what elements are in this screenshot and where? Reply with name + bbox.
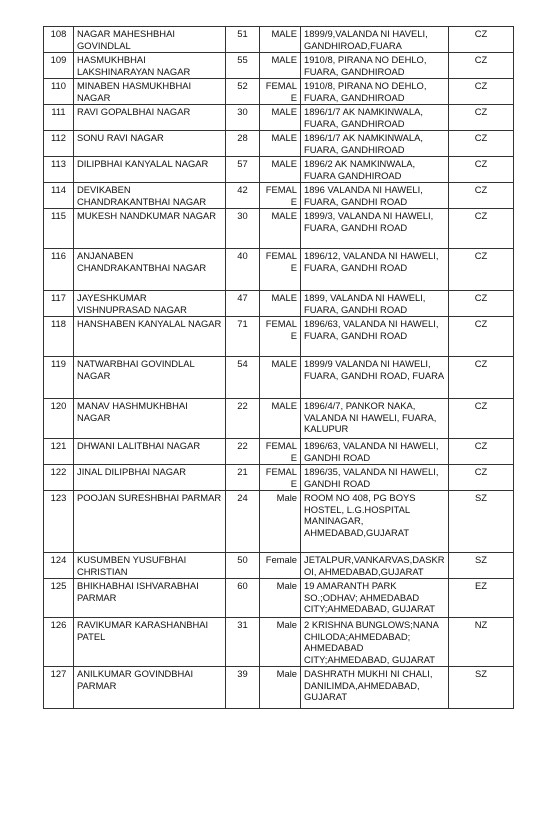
patient-age: 54 (226, 357, 260, 399)
patient-gender: FEMALE (260, 249, 301, 291)
patient-name: KUSUMBEN YUSUFBHAI CHRISTIAN (74, 553, 226, 579)
patient-zone: NZ (449, 618, 514, 667)
patient-name: NATWARBHAI GOVINDLAL NAGAR (74, 357, 226, 399)
patient-name: DEVIKABEN CHANDRAKANTBHAI NAGAR (74, 183, 226, 209)
table-row (44, 618, 514, 667)
patient-zone: CZ (449, 53, 514, 79)
row-number: 120 (44, 399, 74, 439)
table-row (44, 491, 514, 553)
patient-address: 1899, VALANDA NI HAWELI, FUARA, GANDHI ROAD (301, 291, 449, 317)
patient-gender: MALE (260, 53, 301, 79)
patient-gender: Male (260, 579, 301, 618)
table-row (44, 79, 514, 105)
row-number: 123 (44, 491, 74, 553)
table-row (44, 105, 514, 131)
patient-list-table (43, 26, 514, 709)
patient-name: HANSHABEN KANYALAL NAGAR (74, 317, 226, 357)
table-row (44, 357, 514, 399)
patient-name: DHWANI LALITBHAI NAGAR (74, 439, 226, 465)
table-row (44, 465, 514, 491)
patient-name: NAGAR MAHESHBHAI GOVINDLAL (74, 27, 226, 53)
patient-gender: Male (260, 667, 301, 709)
table-row (44, 157, 514, 183)
patient-address: 1910/8, PIRANA NO DEHLO, FUARA, GANDHIROAD (301, 53, 449, 79)
patient-address: 1896/63, VALANDA NI HAWELI, FUARA, GANDHI ROAD (301, 317, 449, 357)
patient-name: BHIKHABHAI ISHVARABHAI PARMAR (74, 579, 226, 618)
patient-name: JINAL DILIPBHAI NAGAR (74, 465, 226, 491)
patient-gender: FEMALE (260, 439, 301, 465)
patient-age: 40 (226, 249, 260, 291)
patient-name: MANAV HASHMUKHBHAI NAGAR (74, 399, 226, 439)
patient-zone: CZ (449, 465, 514, 491)
row-number: 111 (44, 105, 74, 131)
patient-age: 51 (226, 27, 260, 53)
patient-address: DASHRATH MUKHI NI CHALI, DANILIMDA,AHMEDABAD, GUJARAT (301, 667, 449, 709)
patient-gender: MALE (260, 209, 301, 249)
patient-zone: CZ (449, 183, 514, 209)
row-number: 108 (44, 27, 74, 53)
patient-name: MUKESH NANDKUMAR NAGAR (74, 209, 226, 249)
patient-zone: CZ (449, 399, 514, 439)
patient-name: ANJANABEN CHANDRAKANTBHAI NAGAR (74, 249, 226, 291)
patient-age: 24 (226, 491, 260, 553)
patient-name: ANILKUMAR GOVINDBHAI PARMAR (74, 667, 226, 709)
patient-age: 22 (226, 399, 260, 439)
patient-age: 28 (226, 131, 260, 157)
table-row (44, 553, 514, 579)
patient-age: 55 (226, 53, 260, 79)
patient-age: 30 (226, 209, 260, 249)
patient-zone: SZ (449, 667, 514, 709)
patient-gender: MALE (260, 27, 301, 53)
patient-address: 1896/63, VALANDA NI HAWELI, GANDHI ROAD (301, 439, 449, 465)
patient-gender: MALE (260, 357, 301, 399)
row-number: 117 (44, 291, 74, 317)
patient-address: 19 AMARANTH PARK SO.;ODHAV; AHMEDABAD CITY;AHMEDABAD, GUJARAT (301, 579, 449, 618)
patient-gender: FEMALE (260, 465, 301, 491)
patient-zone: CZ (449, 27, 514, 53)
patient-gender: MALE (260, 399, 301, 439)
patient-gender: MALE (260, 157, 301, 183)
table-body (44, 27, 514, 709)
row-number: 119 (44, 357, 74, 399)
patient-zone: CZ (449, 131, 514, 157)
row-number: 126 (44, 618, 74, 667)
patient-age: 22 (226, 439, 260, 465)
row-number: 124 (44, 553, 74, 579)
table-row (44, 53, 514, 79)
patient-zone: CZ (449, 157, 514, 183)
patient-name: POOJAN SURESHBHAI PARMAR (74, 491, 226, 553)
patient-zone: SZ (449, 553, 514, 579)
row-number: 114 (44, 183, 74, 209)
patient-age: 60 (226, 579, 260, 618)
row-number: 121 (44, 439, 74, 465)
row-number: 115 (44, 209, 74, 249)
patient-gender: MALE (260, 105, 301, 131)
patient-name: MINABEN HASMUKHBHAI NAGAR (74, 79, 226, 105)
patient-name: DILIPBHAI KANYALAL NAGAR (74, 157, 226, 183)
table-row (44, 399, 514, 439)
patient-name: RAVIKUMAR KARASHANBHAI PATEL (74, 618, 226, 667)
patient-address: 1910/8, PIRANA NO DEHLO, FUARA, GANDHIROAD (301, 79, 449, 105)
patient-gender: FEMALE (260, 183, 301, 209)
patient-zone: CZ (449, 357, 514, 399)
patient-gender: Male (260, 618, 301, 667)
patient-address: 1896/2 AK NAMKINWALA, FUARA GANDHIROAD (301, 157, 449, 183)
patient-zone: SZ (449, 491, 514, 553)
patient-zone: EZ (449, 579, 514, 618)
table-row (44, 27, 514, 53)
patient-address: 1896 VALANDA NI HAWELI, FUARA, GANDHI ROAD (301, 183, 449, 209)
table-row (44, 667, 514, 709)
patient-zone: CZ (449, 291, 514, 317)
row-number: 118 (44, 317, 74, 357)
patient-age: 50 (226, 553, 260, 579)
row-number: 110 (44, 79, 74, 105)
row-number: 122 (44, 465, 74, 491)
table-row (44, 317, 514, 357)
patient-address: JETALPUR,VANKARVAS,DASKROI, AHMEDABAD,GUJARAT (301, 553, 449, 579)
table-row (44, 209, 514, 249)
patient-address: 1896/35, VALANDA NI HAWELI, GANDHI ROAD (301, 465, 449, 491)
patient-address: 1896/1/7 AK NAMKINWALA, FUARA, GANDHIROAD (301, 105, 449, 131)
patient-address: 1896/4/7, PANKOR NAKA, VALANDA NI HAWELI, FUARA, KALUPUR (301, 399, 449, 439)
row-number: 109 (44, 53, 74, 79)
table-row (44, 579, 514, 618)
patient-zone: CZ (449, 317, 514, 357)
patient-zone: CZ (449, 209, 514, 249)
patient-gender: FEMALE (260, 79, 301, 105)
patient-zone: CZ (449, 249, 514, 291)
table-row (44, 291, 514, 317)
row-number: 125 (44, 579, 74, 618)
patient-age: 30 (226, 105, 260, 131)
patient-address: ROOM NO 408, PG BOYS HOSTEL, L.G.HOSPITAL MANINAGAR, AHMEDABAD,GUJARAT (301, 491, 449, 553)
patient-gender: Male (260, 491, 301, 553)
patient-name: RAVI GOPALBHAI NAGAR (74, 105, 226, 131)
patient-zone: CZ (449, 439, 514, 465)
row-number: 113 (44, 157, 74, 183)
patient-age: 42 (226, 183, 260, 209)
patient-gender: FEMALE (260, 317, 301, 357)
row-number: 116 (44, 249, 74, 291)
patient-age: 71 (226, 317, 260, 357)
table-row (44, 183, 514, 209)
patient-gender: MALE (260, 291, 301, 317)
patient-address: 1899/9 VALANDA NI HAWELI, FUARA, GANDHI ROAD, FUARA (301, 357, 449, 399)
patient-zone: CZ (449, 105, 514, 131)
patient-age: 47 (226, 291, 260, 317)
patient-age: 21 (226, 465, 260, 491)
row-number: 127 (44, 667, 74, 709)
patient-address: 1899/3, VALANDA NI HAWELI, FUARA, GANDHI ROAD (301, 209, 449, 249)
patient-name: JAYESHKUMAR VISHNUPRASAD NAGAR (74, 291, 226, 317)
patient-gender: Female (260, 553, 301, 579)
patient-age: 57 (226, 157, 260, 183)
row-number: 112 (44, 131, 74, 157)
patient-address: 2 KRISHNA BUNGLOWS;NANA CHILODA;AHMEDABAD; AHMEDABAD CITY;AHMEDABAD, GUJARAT (301, 618, 449, 667)
patient-address: 1896/12, VALANDA NI HAWELI, FUARA, GANDHI ROAD (301, 249, 449, 291)
table-row (44, 131, 514, 157)
patient-name: SONU RAVI NAGAR (74, 131, 226, 157)
patient-name: HASMUKHBHAI LAKSHINARAYAN NAGAR (74, 53, 226, 79)
table-row (44, 249, 514, 291)
patient-address: 1899/9,VALANDA NI HAVELI, GANDHIROAD,FUARA (301, 27, 449, 53)
table-row (44, 439, 514, 465)
patient-address: 1896/1/7 AK NAMKINWALA, FUARA, GANDHIROAD (301, 131, 449, 157)
patient-age: 31 (226, 618, 260, 667)
patient-zone: CZ (449, 79, 514, 105)
patient-age: 39 (226, 667, 260, 709)
patient-gender: MALE (260, 131, 301, 157)
patient-age: 52 (226, 79, 260, 105)
